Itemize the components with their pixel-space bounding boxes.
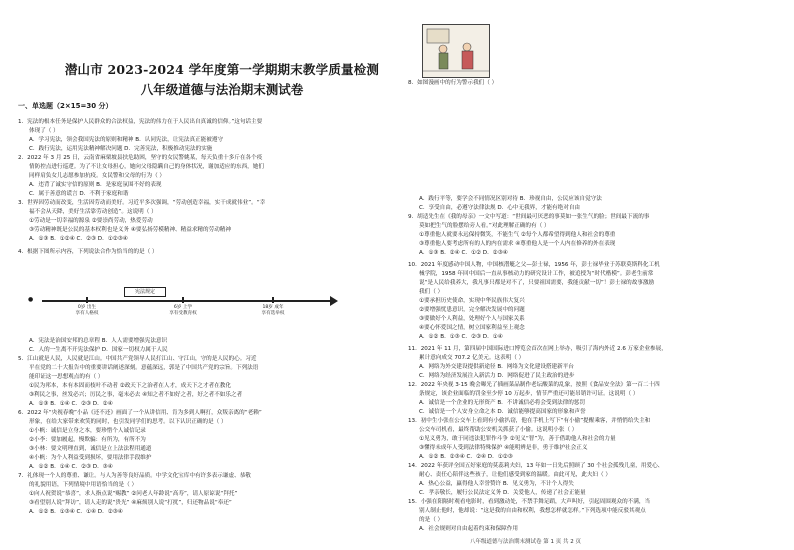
question-line: C．网络为经济发展注入新活力 D．网络促进了民主政治的进步 [419,373,575,379]
question-line: A．①② B．②③④ C．②④ D．①②③ [419,454,513,460]
question-line: 8．如图漫画中的行为警示我们（ ） [408,80,498,86]
question-line: C．践行宪法，运用宪法精神解决问题 D．完善宪法，积极推动宪法的实施 [29,146,213,152]
question-line: ③尊重他人要考虑所有的人的内在需求 ④尊重他人是一个人内在修养的外在表现 [419,241,616,247]
question-line: ③利民之事，丝发必兴；厉民之事，毫末必去 ④知之者不如好之者，好之者不如乐之者 [29,392,243,398]
cartoon-drawing [423,25,489,77]
question-line: 莫如把生气的脸摆给旁人看。”对此理解正确的有（ ） [419,223,550,229]
question-line: C．享受自由，必遵守法律法规 D．心中无我界，才能有绝对自由 [419,205,581,211]
question-line: ③看望别人说“拜访”，请人走的说“贵光” ④麻烦别人说“打扰”，归还物品说“奉还” [29,500,232,506]
question-line: ③小林：要文明理直到，诚信是立上法法程用通道 [29,446,152,452]
question-line: ④小帆：为个人利益受到损坏，要用法律手段维护 [29,455,152,461]
question-line: ①劳动是一切幸福的源泉 ②要崇尚劳动，热爱劳动 [29,218,153,224]
question-line: ①见义勇为，敢于同违法犯罪作斗争 ②见义“智”为，善于借助他人和社会的力量 [419,436,616,442]
question-line: 4．根据下图所示内容，下列说法合作为恰当的的是（ ） [18,249,158,255]
question-line: ②小李：要加履起，慢欺骗：有所为，有所不为 [29,437,146,443]
exam-title: 潜山市 2023-2024 学年度第一学期期末教学质量检测 [64,62,380,77]
timeline-tick [86,297,88,303]
question-line: 同样肩负女儿志愿参加抗疫。女民警和父母的行为（ ） [29,173,166,179]
question-line: 的礼貌用语，下列情境中用语恰当的是（ ） [29,482,138,488]
question-line: ③要做好个人利益，处理好个人与国家关系 [419,316,525,322]
question-line: 耐心、责任心陪伴这些孩子，让他们感受到家的温暖。由此可见，此夫妇（ ） [419,472,611,478]
question-line: C．诚信是一个人安身立命之本 D．诚信能够提高国家的形象和声誉 [419,409,586,415]
question-line: 的是（ ） [419,517,444,523]
question-line: ③劳动精神既是公民的基本权利也是义务 ④要弘扬劳模精神、精益求精的劳动精神 [29,227,231,233]
timeline-arrow-icon [330,296,338,306]
question-line: 3．世界因劳动而改变，生活因劳动而美好。习近平多次强调，“劳动创造幸福，实干成就伟业”。“幸 [18,200,266,206]
question-line: 别人制止他时，他却说：“这是我的自由和权利，我想怎样就怎样。”下列选项中能反驳其观点 [419,508,646,514]
question-line: 我们（ ） [419,289,444,295]
question-line: 公交车司机看，最终帮助公安机关抓获了小偷。这说明小张（ ） [419,427,578,433]
question-line: A．①③ B．①④ C．②③ D．②④ [29,401,113,407]
question-line: 12．2022 年央视 3·15 晚会曝光了插画菜品制作老坛酸菜的乱象，按照《食品安全法》第一百二十四 [408,382,660,388]
question-line: A．违背了诚实守信的原则 B．是家庭氛围不好的表现 [29,182,162,188]
question-line: 13．初中生小张在公交车上看到有小偷扒窃，他在手机上写下“有小偷”提醒乘客，并悄悄给失主和 [408,418,651,424]
question-line: 2．2022 年 3 月 25 日，云南省麻栗坡县扶危助困，坚守的女民警姚某，每天负重十多斤在各个疫 [18,155,263,161]
question-line: ①小帆：诚信是立身之本，要珍惜个人诚信记录 [29,428,146,434]
question-line: A．诚信是一个企业的无形资产 B．不讲诚信必将会受到法律的惩罚 [419,400,586,406]
question-line: 9．胡适先生在《我的母亲》一文中写道：“世间最可厌恶的事莫如一张生气的脸；世间最下流的事 [408,214,650,220]
question-line: A．热心公益，赢得他人幸誉赞许 B．见义勇为，不计个人得失 [419,481,574,487]
question-line: ④要心怀爱国之情，树立国家利益至上观念 [419,325,525,331]
question-line: A．①③ B．①②④ C．②③ D．①②③④ [29,236,128,242]
timeline-tick [272,297,274,303]
question-line: 累计意向成交 707.2 亿美元。这表明（ ） [419,355,525,361]
question-line: 14．2022 年获评全国五好家庭的莫蕊莉夫妇，13 年如一日先后照顾了 30 个社会孤残儿童，用爱心、 [408,463,664,469]
timeline-start-mark: ● [28,296,34,303]
question-line: 1．宪法的根本任务是保护人民群众的合法权益，宪法的伟力在于人民出自真诚的信仰。”这句话主要 [18,119,263,125]
question-line: 5．江山就是人民，人民就是江山。中国共产党领导人民打江山、守江山，守的是人民的心。习近 [18,356,257,362]
question-line: A．①③ B．②④ C．①② D．②③④ [419,250,508,256]
timeline-point-label: 0岁 出生 享有人格权 [75,305,99,316]
constitution-timeline [28,286,342,326]
question-line: 说“是人民给我养大，我凡事只都是对不了，只要祖国需要，我能贡献一切”！彭士禄的故事激励 [419,280,655,286]
question-line: 平在党的二十大报告中的重要讲话阐述深刻。意蕴深远，郭是了中国共产党的宗旨。下列法语 [29,365,259,371]
question-line: 10．2021 年度感动中国人物，中国核潜艇之父—彭士禄，1956 年，彭士禄毕业于苏联莫斯科化工机 [408,262,660,268]
question-line: ②要增强忧患意识，完全解决发展中的问题 [419,307,525,313]
section-heading: 一、单选题（2×15=30 分） [18,102,113,110]
question-line: C．属于善意的谎言 D．不利于家庭和谐 [29,191,129,197]
timeline-point-label: 6岁 上学 享有受教育权 [169,305,197,316]
question-line: A．①② B．①③ C．②③ D．①④ [419,334,503,340]
question-line: A．社会规则对自由起着约束和保障作用 [419,526,518,532]
timeline-point-label: 18岁 成年 享有选举权 [261,305,285,316]
question-line: ①民为邦本，本有本固而枝叶不动者 ②政天下之治者在人才，成天下之才者在教化 [29,383,231,389]
question-line: 福不会从天降，美好生活靠劳动创造”。这说明（ ） [29,209,157,215]
timeline-tick [182,297,184,303]
question-line: A．践行平等，要学会不同情况区别对待 B．珍视自由，公民应该自觉守法 [419,196,602,202]
question-line: 形象，在给大家带来欢笑的同时，也引发同学们的思考。以下认识正确的是（ ） [29,419,227,425]
question-line: A．①② B．①③④ C．①④ D．②③④ [29,509,123,515]
question-line: ①向人祝贺说“恭喜”，求人指点说“赐教” ②问老人年龄说“高寿”，请人原谅说“拜托” [29,491,238,497]
question-line: ①要承担历史使命，实现中华民族伟大复兴 [419,298,525,304]
question-line: 15．小强在阳隔时观看电影时，看到激动处，不禁手舞足蹈，大声叫好，引起周围观众的不满，当 [408,499,651,505]
cartoon-illustration [422,24,490,78]
question-line: A．宪法是治国安邦的总章程 B．人人需要增强宪法意识 [29,338,168,344]
question-line: ①尊重他人就要永远保持微笑，不能生气 ②每个人都希望得到他人和社会的尊重 [419,232,616,238]
question-line: 体现了（ ） [29,128,59,134]
question-line: A．①② B．①④ C．②③ D．③④ [29,464,113,470]
question-line: C．人的一生离不开宪法保护 D．国家一切权力属于人民 [29,347,168,353]
timeline-box-label: 宪法规定 [124,287,166,297]
question-line: ③懂得未成年人受到法律特殊保护 ④能明辨是非，勇于维护社会正义 [419,445,588,451]
question-line: 条规定，该企业面临的罚金至少停 10 万起步，情节严重还可能吊销许可证。这说明（ ） [419,391,639,397]
question-line: 7．礼体现一个人的尊重、谦让。与人为善等良好品质。中学文化宝库中有许多表示谦虚、恭敬 [18,473,251,479]
question-line: 能印证这一思想观点的有（ ） [29,374,104,380]
question-line: C．孝亲敬长，履行公民法定义务 D．关爱他人，传递了社会正能量 [419,490,586,496]
question-line: 6．2022 年“央视春晚”小品《还不还》画面了一个从讲信用、肯为多到人啊打，众叛亲离的“老赖” [18,410,262,416]
question-line: 械学院，1958 年回中国后一直从事核动力的研究设计工作，被追授为“时代楷模”。彭老生前常 [419,271,654,277]
question-line: 11．2021 年 11 月，第四届中国国际进口博览会首次在网上举办，吸引了海内外近 2.6 万家企业参展， [408,346,667,352]
question-line: A．学习宪法，领会我国宪法的原则和精神 B．认同宪法，让宪法真正能被遵守 [29,137,224,143]
exam-subtitle: 八年级道德与法治期末测试卷 [140,82,304,97]
question-line: A．网络为外交建设提供新途径 B．网络为文化建设搭建新平台 [419,364,574,370]
page-footer: 八年级道德与法治期末测试卷 第 1 页 共 2 页 [470,539,581,545]
question-line: 情防控点进行巡逻。为了不让女母担心，她向父母隐瞒自己的身体状况，谢加适应的东西，她们 [29,164,264,170]
